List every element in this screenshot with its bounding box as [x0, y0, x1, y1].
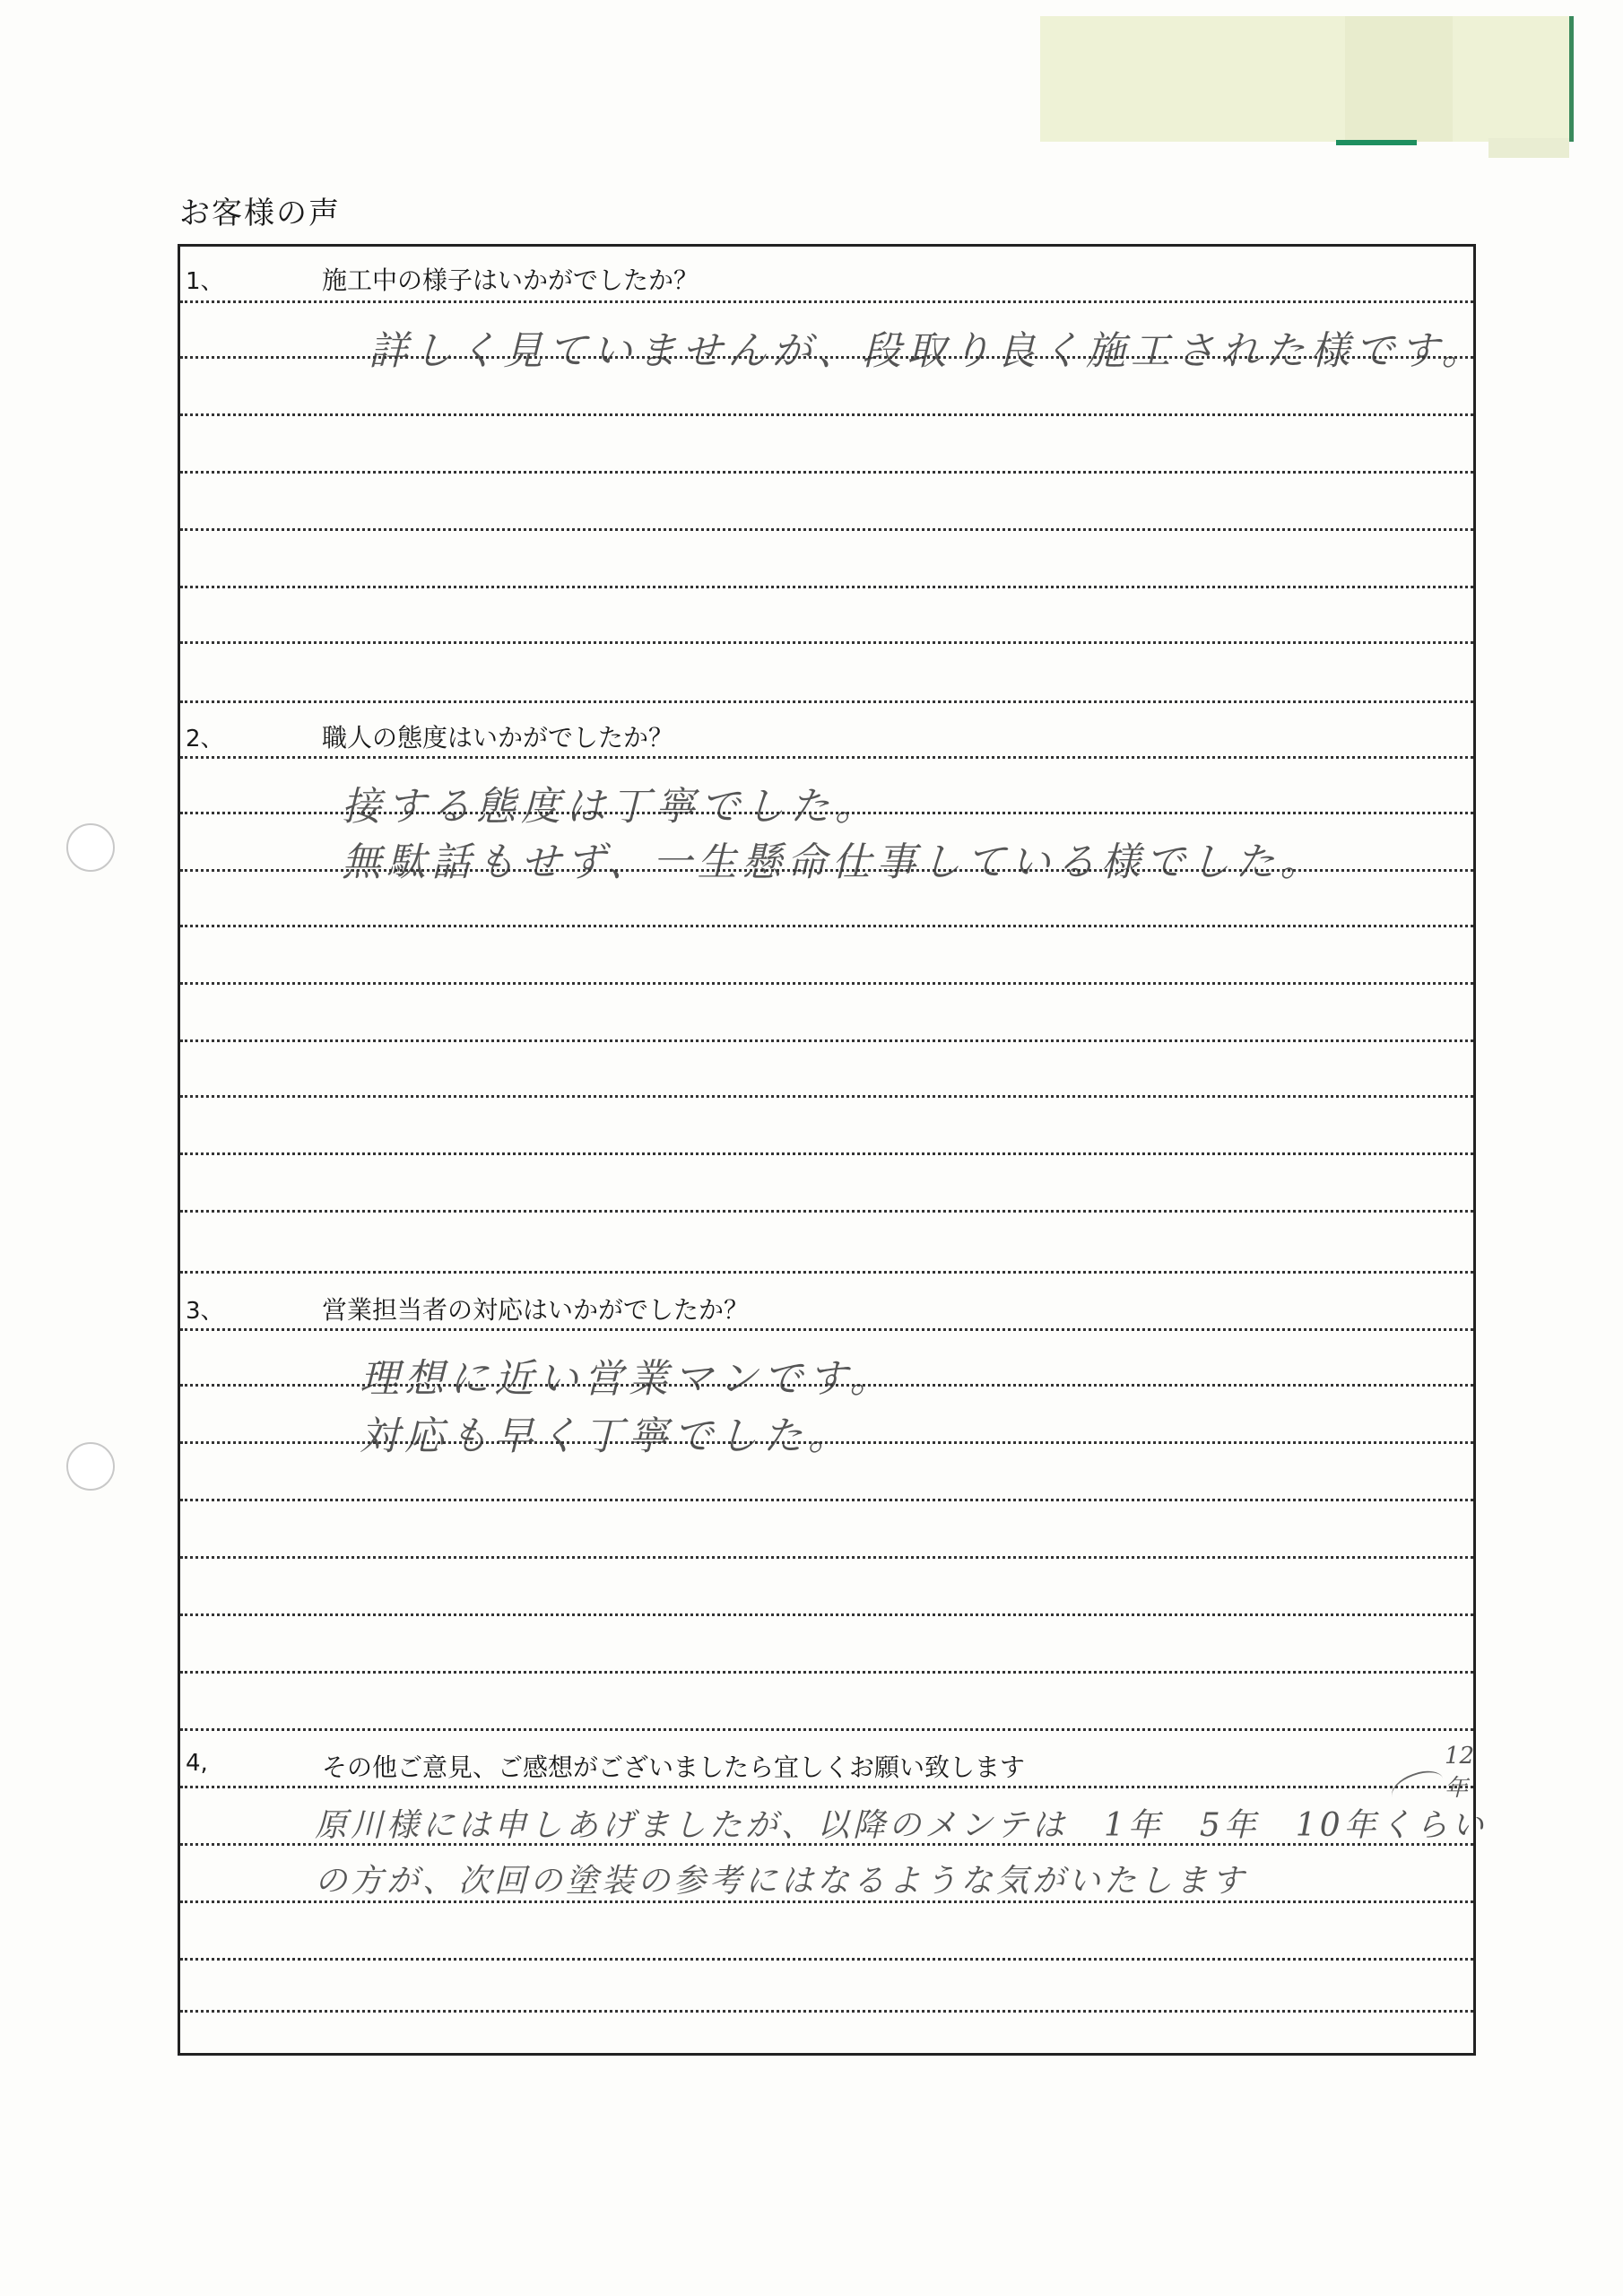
- answer-3-line-1: 理想に近い営業マンです。: [360, 1356, 895, 1402]
- answer-2-line-2: 無駄話もせず、一生懸命仕事している様でした。: [342, 839, 1325, 885]
- rule: [180, 1728, 1473, 1731]
- answer-2-line-1: 接する態度は丁寧でした。: [342, 784, 880, 830]
- rule: [180, 925, 1473, 927]
- question-1-number: 1、: [186, 268, 224, 295]
- rule: [180, 300, 1473, 303]
- rule: [180, 1843, 1473, 1846]
- rule: [180, 471, 1473, 474]
- rule: [180, 1152, 1473, 1155]
- rule: [180, 1095, 1473, 1098]
- rule: [180, 1786, 1473, 1788]
- rule: [180, 1499, 1473, 1501]
- sticky-note-tab: [1345, 16, 1453, 142]
- rule: [180, 1900, 1473, 1903]
- answer-1-line-1: 詳しく見ていませんが、段取り良く施工された様です。: [369, 328, 1487, 374]
- page-title: お客様の声: [179, 196, 341, 231]
- answer-4-line-2: の方が、次回の塗装の参考にはなるような気がいたします: [315, 1863, 1248, 1900]
- answer-4-line-1: 原川様には申しあげましたが、以降のメンテは 1年 5年 10年くらい: [315, 1807, 1488, 1844]
- sticky-note-strip: [1336, 140, 1417, 145]
- question-3-text: 営業担当者の対応はいかがでしたか？: [322, 1295, 750, 1325]
- rule: [180, 586, 1473, 588]
- rule: [180, 700, 1473, 703]
- rule: [180, 413, 1473, 416]
- rule: [180, 812, 1473, 814]
- rule: [180, 1384, 1473, 1387]
- answer-3-line-2: 対応も早く丁寧でした。: [360, 1413, 853, 1459]
- punch-hole-top: [66, 823, 115, 872]
- rule: [180, 1958, 1473, 1961]
- question-3-number: 3、: [186, 1298, 224, 1325]
- rule: [180, 1210, 1473, 1213]
- rule: [180, 356, 1473, 359]
- survey-form: [178, 244, 1488, 2056]
- rule: [180, 1039, 1473, 1042]
- question-4-number: 4,: [186, 1750, 208, 1777]
- rule: [180, 2010, 1473, 2013]
- rule: [180, 528, 1473, 531]
- rule: [180, 869, 1473, 872]
- question-1-text: 施工中の様子はいかがでしたか？: [322, 265, 699, 295]
- question-2-number: 2、: [186, 726, 224, 752]
- rule: [180, 756, 1473, 759]
- answer-4-annotation: 12年: [1445, 1743, 1475, 1802]
- rule: [180, 1556, 1473, 1559]
- punch-hole-bottom: [66, 1442, 115, 1491]
- sticky-note-fold: [1488, 138, 1569, 158]
- question-4-text: その他ご意見、ご感想がございましたら宜しくお願い致します: [322, 1752, 1026, 1782]
- rule: [180, 982, 1473, 985]
- sticky-note: [1040, 16, 1574, 142]
- rule: [180, 1271, 1473, 1274]
- rule: [180, 641, 1473, 644]
- rule: [180, 1671, 1473, 1674]
- rule: [180, 1328, 1473, 1331]
- question-2-text: 職人の態度はいかがでしたか？: [322, 723, 674, 752]
- rule: [180, 1613, 1473, 1616]
- rule: [180, 1441, 1473, 1444]
